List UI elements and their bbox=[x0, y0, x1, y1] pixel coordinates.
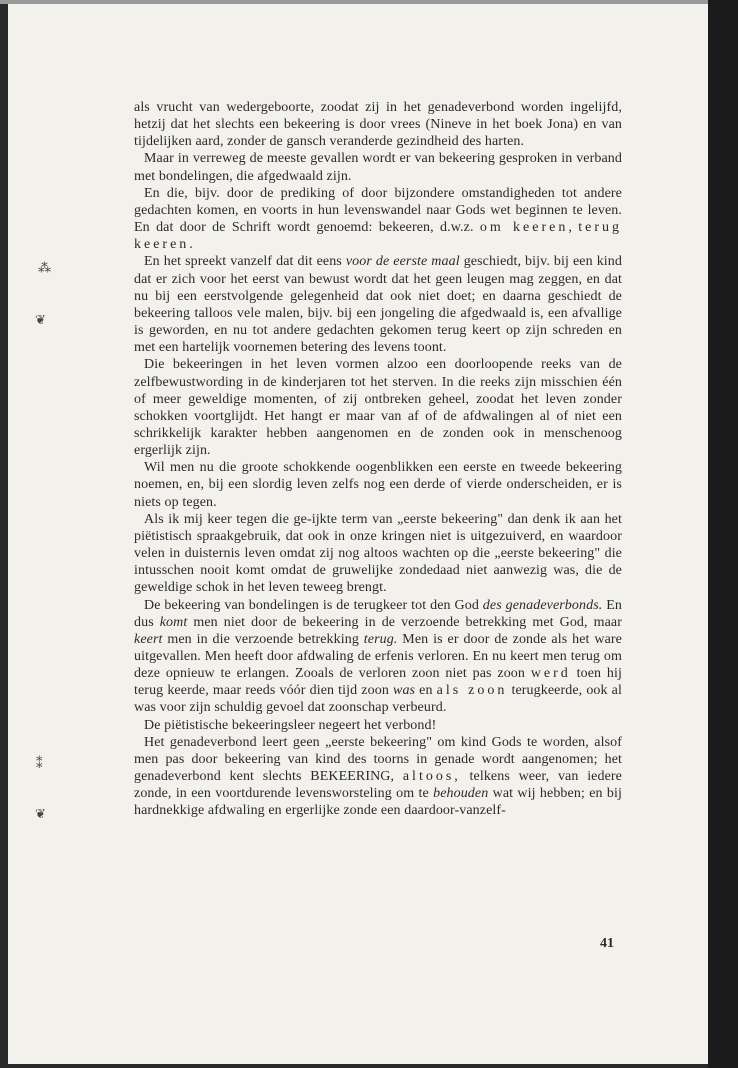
paragraph: De piëtistische bekeeringsleer negeert het verbond! bbox=[144, 717, 437, 733]
paragraph: als vrucht van wedergeboorte, zoodat zij in het genadeverbond worden ingelijfd, hetzij dat het slechts een bekeering is door vrees (Nineve in het boek Jona) en van tijdelijken aard, zonder de gansch veranderde gezindheid des harten. bbox=[134, 100, 622, 150]
margin-mark: ❦ bbox=[35, 312, 46, 327]
margin-mark: ⁂ bbox=[38, 260, 51, 275]
scan-right-edge bbox=[708, 0, 738, 1068]
paragraph: Het genadeverbond leert geen „eerste bekeering" om kind Gods te worden, alsof men pas door bekeering van kind des toorns in genade wordt aangenomen; het genadeverbond kent slechts BEKEERING, altoos, telkens weer, van iedere zonde, in een voortdurende levensworsteling om te behouden wat wij hebben; en bij hardnekkige afdwaling en ergerlijke zonde een daardoor-vanzelf- bbox=[134, 734, 622, 819]
paragraph: En die, bijv. door de prediking of door bijzondere omstandigheden tot andere gedachten komen, en voorts in hun levenswandel naar Gods wet beginnen te leven. En dat door de Schrift wordt genoemd: bekeeren, d.w.z. om keeren, terug keeren. bbox=[134, 185, 623, 253]
paragraph: Die bekeeringen in het leven vormen alzoo een doorloopende reeks van de zelfbewustwording in de kinderjaren tot het sterven. In die reeks zijn misschien één of meer geweldige momenten, of zij ontbreken geheel, zoodat het leven zonder schokken voortglijdt. Het hangt er maar van af of de afdwalingen al of niet een schrikkelijk karakter hebben aangenomen en de zonden ook in menschenoog ergerlijk zijn. bbox=[134, 357, 622, 459]
page-number: 41 bbox=[600, 936, 614, 951]
margin-mark: ⁑ bbox=[36, 756, 43, 771]
paragraph: Maar in verreweg de meeste gevallen wordt er van bekeering gesproken in verband met bondelingen, die afgedwaald zijn. bbox=[134, 151, 622, 184]
paragraph: Wil men nu die groote schokkende oogenblikken een eerste en tweede bekeering noemen, en, bij een slordig leven zelfs nog een derde of vierde onderscheiden, er is niets op tegen. bbox=[134, 460, 622, 510]
body-text bbox=[134, 99, 622, 820]
margin-mark: ❦ bbox=[35, 806, 46, 821]
paragraph: De bekeering van bondelingen is de terugkeer tot den God des genadeverbonds. En dus komt men niet door de bekeering in de verzoende betrekking met God, maar keert men in die verzoende betrekking terug. Men is er door de zonde als het ware uitgevallen. Men heeft door afdwaling de erfenis verloren. En nu keert men terug om deze opnieuw te erlangen. Zooals de verloren zoon niet pas zoon werd toen hij terug keerde, maar reeds vóór dien tijd zoon was en als zoon terugkeerde, ook al was voor zijn schuldig gevoel dat zoonschap verbeurd. bbox=[134, 597, 622, 716]
paragraph: En het spreekt vanzelf dat dit eens voor de eerste maal geschiedt, bijv. bij een kind dat er zich voor het eerst van bewust wordt dat het geen leugen mag zeggen, en dat nu bij een eerstvolgende gelegenheid dat ook niet doet; en daarna geschiedt de bekeering talloos vele malen, bijv. bij een jongeling die afgedwaald is, een afvallige is geworden, en nu tot andere gedachten gekomen terug keert op zijn schreden en met een hartelijk voornemen betering des levens toont. bbox=[134, 254, 622, 356]
paragraph: Als ik mij keer tegen die ge-ijkte term van „eerste bekeering" dan denk ik aan het piëtistisch spraakgebruik, dat ook in onze kringen niet is uitgezuiverd, en waardoor velen in duisternis leven omdat zij nog altoos wachten op die „eerste bekeering" die intusschen nooit komt omdat de gruwelijke zondedaad niet aanwezig was, die de geweldige schok in het leven teweeg brengt. bbox=[134, 511, 622, 596]
